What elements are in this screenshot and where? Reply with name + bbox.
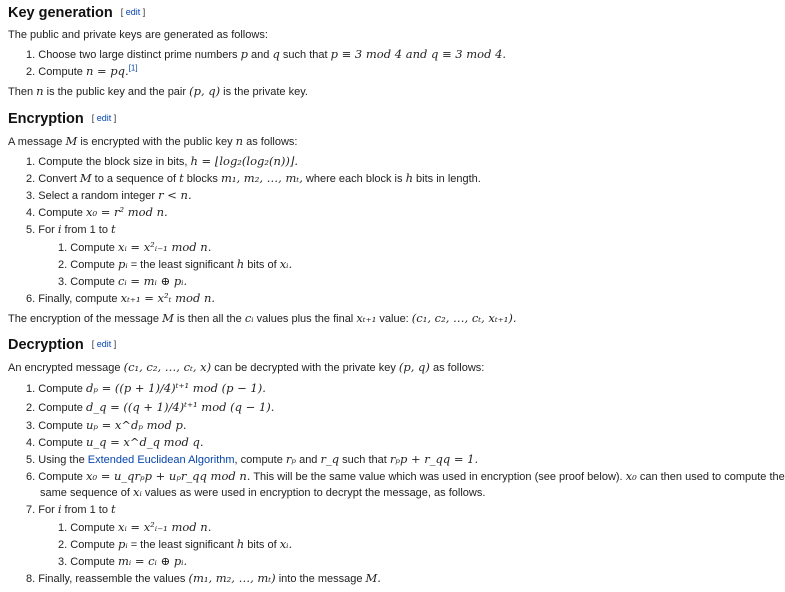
heading-key-generation	[8, 4, 145, 23]
dec-step-7-3: 3. Compute mᵢ = cᵢ ⊕ pᵢ.	[58, 554, 188, 568]
enc-step-5-3: 3. Compute cᵢ = mᵢ ⊕ pᵢ.	[58, 274, 188, 288]
encryption-outro: The encryption of the message M is then all the cᵢ values plus the final xₜ₊₁ value: (c₁, c₂, …, cₜ, xₜ₊₁).	[8, 311, 517, 325]
edit-link[interactable]: edit	[125, 7, 141, 17]
dec-step-7-1: 1. Compute xᵢ = x²ᵢ₋₁ mod n.	[58, 520, 212, 534]
enc-step-5-1: 1. Compute xᵢ = x²ᵢ₋₁ mod n.	[58, 240, 212, 254]
enc-step-6: 6. Finally, compute xₜ₊₁ = x²ₜ mod n.	[26, 291, 216, 305]
dec-step-7: 7. For i from 1 to t	[26, 502, 116, 516]
dec-step-4: 4. Compute u_q = x^d_q mod q.	[26, 435, 204, 449]
reference-link[interactable]: [1]	[128, 63, 138, 73]
heading-text: Encryption	[8, 111, 84, 127]
enc-step-5-2: 2. Compute pᵢ = the least significant h bits of xᵢ.	[58, 257, 293, 271]
keygen-step-1: 1. Choose two large distinct prime numbers p and q such that p ≡ 3 mod 4 and q ≡ 3 mod 4.	[26, 47, 507, 61]
keygen-outro: Then n is the public key and the pair (p, q) is the private key.	[8, 84, 308, 98]
enc-step-2: 2. Convert M to a sequence of t blocks m₁, m₂, …, mₜ, where each block is h bits in length.	[26, 171, 481, 185]
dec-step-3: 3. Compute uₚ = x^dₚ mod p.	[26, 418, 187, 432]
enc-step-5: 5. For i from 1 to t	[26, 222, 116, 236]
dec-step-1: 1. Compute dₚ = ((p + 1)/4)ᵗ⁺¹ mod (p − 1).	[26, 381, 266, 395]
edit-section: [ edit ]	[120, 7, 146, 17]
enc-step-1: 1. Compute the block size in bits, h = ⌊log₂(log₂(n))⌋.	[26, 154, 298, 168]
dec-step-2: 2. Compute d_q = ((q + 1)/4)ᵗ⁺¹ mod (q − 1).	[26, 400, 275, 414]
enc-step-3: 3. Select a random integer r < n.	[26, 188, 192, 202]
dec-step-8: 8. Finally, reassemble the values (m₁, m₂, …, mₜ) into the message M.	[26, 571, 381, 585]
heading-text: Decryption	[8, 337, 84, 353]
edit-section: [ edit ]	[91, 113, 117, 123]
dec-step-6-continued: same sequence of xᵢ values as were used in encryption to decrypt the message, as follows.	[40, 485, 486, 499]
edit-link[interactable]: edit	[96, 339, 112, 349]
heading-text: Key generation	[8, 5, 113, 21]
edit-link[interactable]: edit	[96, 113, 112, 123]
enc-step-4: 4. Compute x₀ = r² mod n.	[26, 205, 168, 219]
extended-euclidean-link[interactable]: Extended Euclidean Algorithm	[87, 454, 235, 466]
dec-step-7-2: 2. Compute pᵢ = the least significant h bits of xᵢ.	[58, 537, 293, 551]
decryption-intro: An encrypted message (c₁, c₂, …, cₜ, x) can be decrypted with the private key (p, q) as follows:	[8, 360, 485, 374]
keygen-intro: The public and private keys are generated as follows:	[8, 29, 268, 41]
heading-decryption	[8, 336, 116, 355]
edit-section: [ edit ]	[91, 339, 117, 349]
keygen-step-2: 2. Compute n = pq.[1]	[26, 63, 138, 78]
dec-step-5: 5. Using the Extended Euclidean Algorithm, compute rₚ and r_q such that rₚp + r_qq = 1.	[26, 452, 479, 466]
encryption-intro: A message M is encrypted with the public key n as follows:	[8, 134, 298, 148]
heading-encryption	[8, 110, 116, 129]
dec-step-6: 6. Compute x₀ = u_qrₚp + uₚr_qq mod n. This will be the same value which was used in encryption (see proof below). x₀ can then used to compute the	[26, 469, 785, 483]
